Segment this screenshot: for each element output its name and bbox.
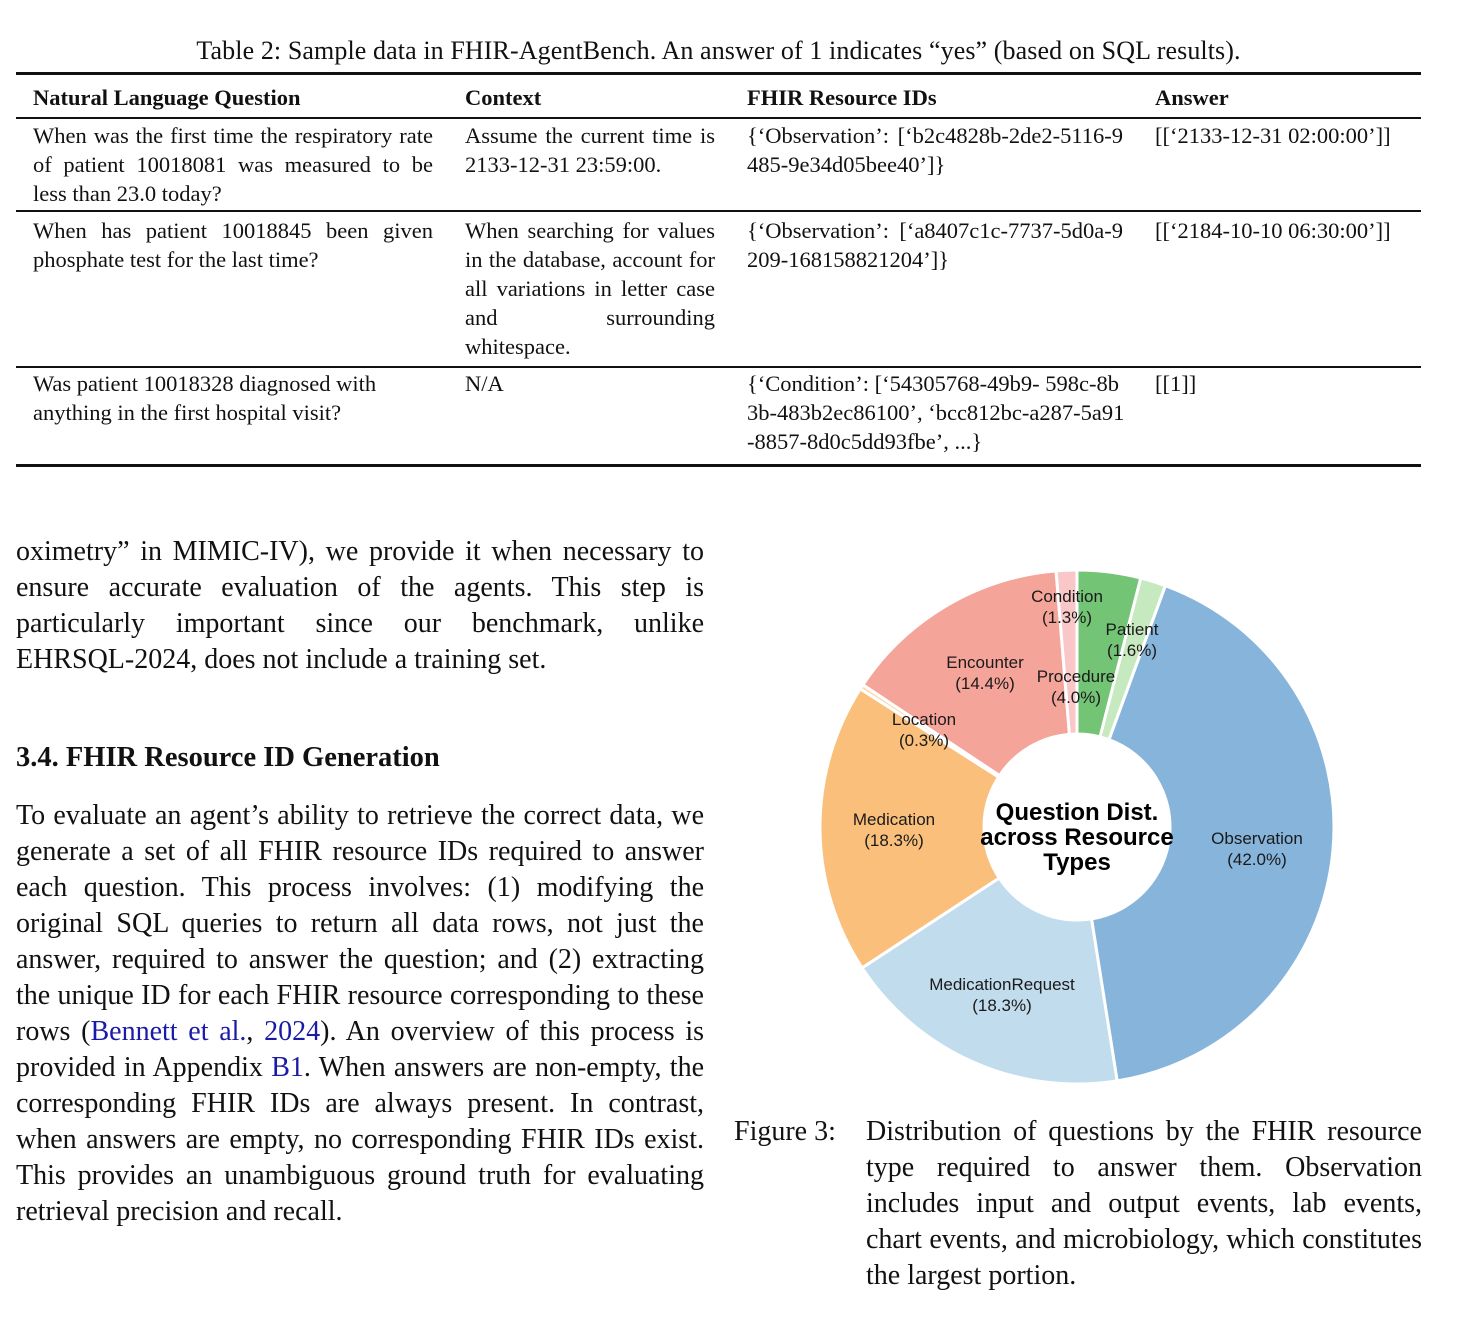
answer-cell: [[‘2133-12-31 02:00:00’]] — [1155, 123, 1391, 148]
slice-label-value: (14.4%) — [955, 674, 1015, 693]
paragraph-text: . When answers are non-empty, the corresponding FHIR IDs are always present. In contrast, when answers are empty, no corresponding FHIR IDs exist. This provides an unambiguous ground truth for evaluating retrieval precision and recall. — [16, 1052, 704, 1227]
center-title-line: Types — [1043, 849, 1111, 876]
slice-label-name: Patient — [1105, 620, 1159, 639]
appendix-link[interactable]: B1 — [271, 1052, 304, 1083]
slice-label-name: Medication — [852, 810, 936, 829]
slice-label-value: (18.3%) — [864, 831, 924, 850]
slice-label-name: Observation — [1211, 829, 1303, 848]
chart-center-title — [980, 799, 1173, 876]
slice-label-name: Location — [891, 710, 957, 729]
table-row-rule — [16, 366, 1421, 368]
answer-cell: [[‘2184-10-10 06:30:00’]] — [1155, 218, 1391, 243]
context-cell: N/A — [465, 371, 504, 396]
slice-label-name: Encounter — [946, 653, 1024, 672]
table-row-rule — [16, 210, 1421, 212]
figure-caption-text: Distribution of questions by the FHIR resource type required to answer them. Observation includes input and output events, lab events, chart events, and microbiology, which constitutes the largest portion. — [866, 1116, 1422, 1291]
donut-chart-svg — [810, 560, 1350, 1100]
table-bottom-rule — [16, 464, 1421, 467]
citation-separator: , — [246, 1016, 265, 1047]
fhir-ids-cell: {‘Observation’: [‘b2c4828b-2de2-5116-9485-9e34d05bee40’]} — [747, 123, 1123, 177]
paragraph-text: ). An overview of this process is provided in Appendix — [16, 1016, 705, 1083]
column-header-context: Context — [465, 85, 542, 110]
paragraph-text: To evaluate an agent’s ability to retrieve the correct data, we generate a set of all FHIR resource IDs required to answer each question. This process involves: (1) modifying the original SQL queries to return all data rows, not just the answer, required to answer the question; and (2) extracting the unique ID for each FHIR resource corresponding to these rows ( — [16, 800, 704, 1047]
center-title-line: across Resource — [980, 824, 1174, 851]
column-header-question: Natural Language Question — [33, 85, 301, 110]
donut-chart — [810, 560, 1350, 1100]
context-cell: Assume the current time is 2133-12-31 23:59:00. — [465, 123, 715, 177]
table-header-rule — [16, 117, 1421, 119]
citation-link-year[interactable]: 2024 — [264, 1016, 321, 1047]
table-caption: Table 2: Sample data in FHIR-AgentBench. An answer of 1 indicates “yes” (based on SQL results). — [196, 36, 1241, 65]
column-header-answer: Answer — [1155, 85, 1229, 110]
slice-label-value: (1.6%) — [1106, 641, 1158, 660]
slice-label-value: (0.3%) — [898, 731, 950, 750]
table-top-rule — [16, 72, 1421, 75]
fhir-ids-cell: {‘Condition’: [‘54305768-49b9- 598c-8b3b-483b2ec86100’, ‘bcc812bc-a287-5a91-8857-8d0c5dd93fbe’, ...} — [747, 371, 1125, 454]
paragraph — [16, 798, 704, 1230]
slice-label-value: (42.0%) — [1227, 850, 1287, 869]
citation-link-author[interactable]: Bennett et al. — [90, 1016, 247, 1047]
slice-label-value: (18.3%) — [972, 996, 1032, 1015]
slice-label-value: (1.3%) — [1041, 608, 1093, 627]
section-heading: 3.4. FHIR Resource ID Generation — [16, 742, 440, 773]
slice-label-name: MedicationRequest — [929, 975, 1075, 994]
slice-label-value: (4.0%) — [1050, 688, 1102, 707]
fhir-ids-cell: {‘Observation’: [‘a8407c1c-7737-5d0a-9209-168158821204’]} — [747, 218, 1123, 272]
question-cell: When was the first time the respiratory rate of patient 10018081 was measured to be less than 23.0 today? — [33, 123, 433, 206]
context-cell: When searching for values in the database, account for all variations in letter case and surrounding whitespace. — [465, 218, 715, 359]
answer-cell: [[1]] — [1155, 371, 1197, 396]
column-header-fhir-ids: FHIR Resource IDs — [747, 85, 937, 110]
question-cell: When has patient 10018845 been given phosphate test for the last time? — [33, 218, 433, 272]
center-title-line: Question Dist. — [995, 799, 1159, 826]
question-cell: Was patient 10018328 diagnosed with anything in the first hospital visit? — [33, 371, 377, 425]
slice-label-name: Procedure — [1036, 667, 1116, 686]
paragraph: oximetry” in MIMIC-IV), we provide it when necessary to ensure accurate evaluation of the agents. This step is particularly important since our benchmark, unlike EHRSQL-2024, does not include a training set. — [16, 536, 704, 675]
slice-label-name: Condition — [1031, 587, 1103, 606]
figure-label: Figure 3: — [734, 1116, 836, 1147]
